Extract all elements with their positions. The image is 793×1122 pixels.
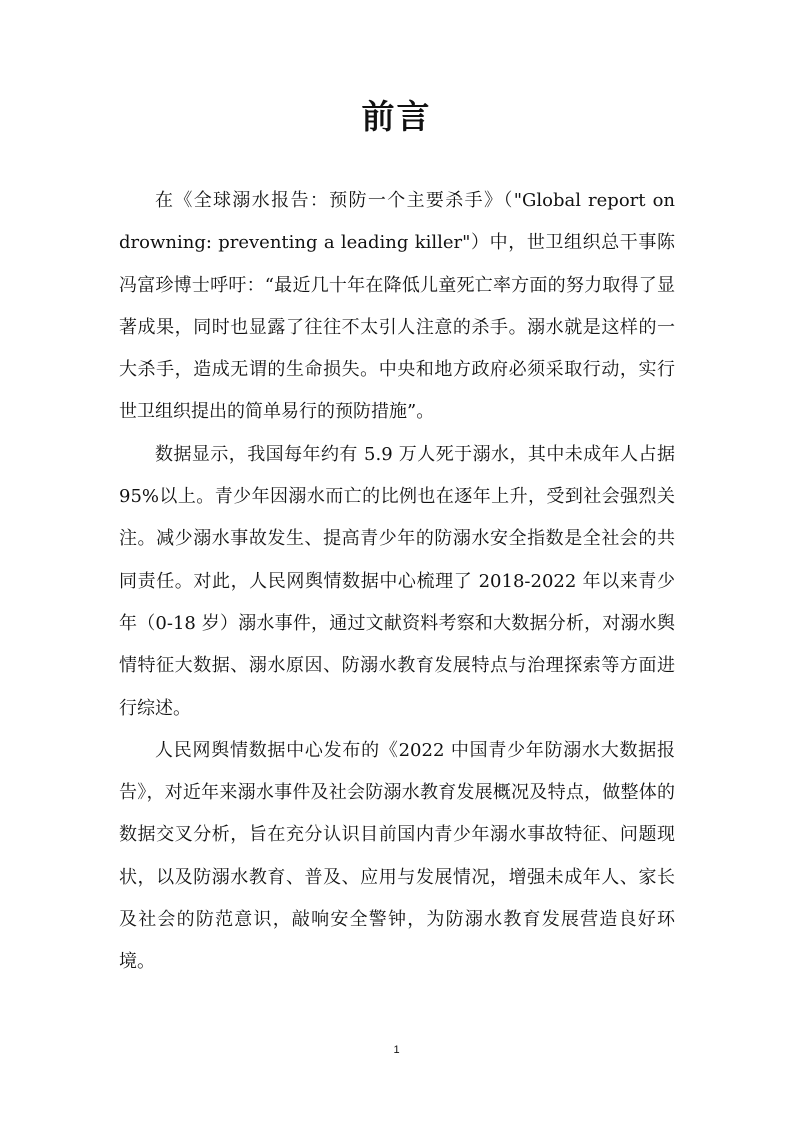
page-title: 前言 (361, 97, 432, 136)
document-body (119, 180, 675, 984)
page-number: 1 (393, 1044, 400, 1056)
paragraph-3: 人民网舆情数据中心发布的《2022 中国青少年防溺水大数据报告》，对近年来溺水事件及社会防溺水教育发展概况及特点，做整体的数据交叉分析，旨在充分认识目前国内青少年溺水事故特征、问题现状，以及防溺水教育、普及、应用与发展情况，增强未成年人、家长及社会的防范意识，敲响安全警钟，为防溺水教育发展营造良好环境。 (119, 739, 675, 973)
paragraph-1: 在《全球溺水报告：预防一个主要杀手》（"Global report on drowning: preventing a leading killer"）中，世卫组织总干事陈冯富珍博士呼吁：“最近几十年在降低儿童死亡率方面的努力取得了显著成果，同时也显露了往往不太引人注意的杀手。溺水就是这样的一大杀手，造成无谓的生命损失。中央和地方政府必须采取行动，实行世卫组织提出的简单易行的预防措施”。 (119, 190, 675, 423)
paragraph-2: 数据显示，我国每年约有 5.9 万人死于溺水，其中未成年人占据 95%以上。青少年因溺水而亡的比例也在逐年上升，受到社会强烈关注。减少溺水事故发生、提高青少年的防溺水安全指数是全社会的共同责任。对此，人民网舆情数据中心梳理了 2018-2022 年以来青少年（0-18 岁）溺水事件，通过文献资料考察和大数据分析，对溺水舆情特征大数据、溺水原因、防溺水教育发展特点与治理探索等方面进行综述。 (119, 443, 675, 719)
